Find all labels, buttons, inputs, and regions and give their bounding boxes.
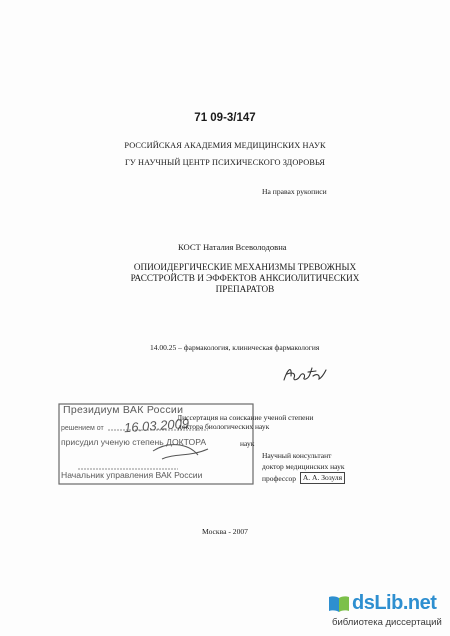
dissertation-degree-line: Диссертация на соискание ученой степени <box>177 413 314 422</box>
manuscript-rights-note: На правах рукописи <box>262 187 327 196</box>
title-line-3: ПРЕПАРАТОВ <box>215 283 275 294</box>
title-line-2: РАССТРОЙСТВ И ЭФФЕКТОВ АНКСИОЛИТИЧЕСКИХ <box>130 272 360 283</box>
stamp-line-1: Президиум ВАК России <box>63 404 184 416</box>
title-line-1: ОПИОИДЕРГИЧЕСКИЕ МЕХАНИЗМЫ ТРЕВОЖНЫХ <box>133 262 357 272</box>
watermark-subtitle: библиотека диссертаций <box>332 617 442 628</box>
advisor-degree: доктор медицинских наук <box>262 462 345 471</box>
open-book-icon <box>328 594 350 614</box>
organization-line-2: ГУ НАУЧНЫЙ ЦЕНТР ПСИХИЧЕСКОГО ЗДОРОВЬЯ <box>124 158 326 167</box>
dslib-watermark[interactable] <box>328 592 448 632</box>
dissertation-degree-field: доктора биологических наук <box>178 422 270 431</box>
stamp-line-4: Начальник управления ВАК России <box>61 470 203 480</box>
advisor-name-box: А. А. Зозуля <box>300 472 345 484</box>
dissertation-title <box>100 262 390 294</box>
stamp-line-2: решением от <box>61 425 104 432</box>
advisor-title: профессор <box>262 474 297 483</box>
watermark-brand: dsLib.net <box>352 592 437 614</box>
stamp-date: 16.03.2009 <box>123 415 190 436</box>
stamp-line-3: присудил ученую степень ДОКТОРА <box>61 437 207 447</box>
author-name: КОСТ Наталия Всеволодовна <box>178 242 287 252</box>
dissertation-degree-suffix: наук <box>240 439 255 448</box>
organization-line-1: РОССИЙСКАЯ АКАДЕМИЯ МЕДИЦИНСКИХ НАУК <box>124 141 326 150</box>
author-signature <box>282 362 328 386</box>
document-code: 71 09-3/147 <box>194 112 256 124</box>
specialty-code: 14.00.25 – фармакология, клиническая фармакология <box>150 343 320 352</box>
city-year: Москва - 2007 <box>202 527 248 536</box>
advisor-role: Научный консультант <box>262 451 332 460</box>
